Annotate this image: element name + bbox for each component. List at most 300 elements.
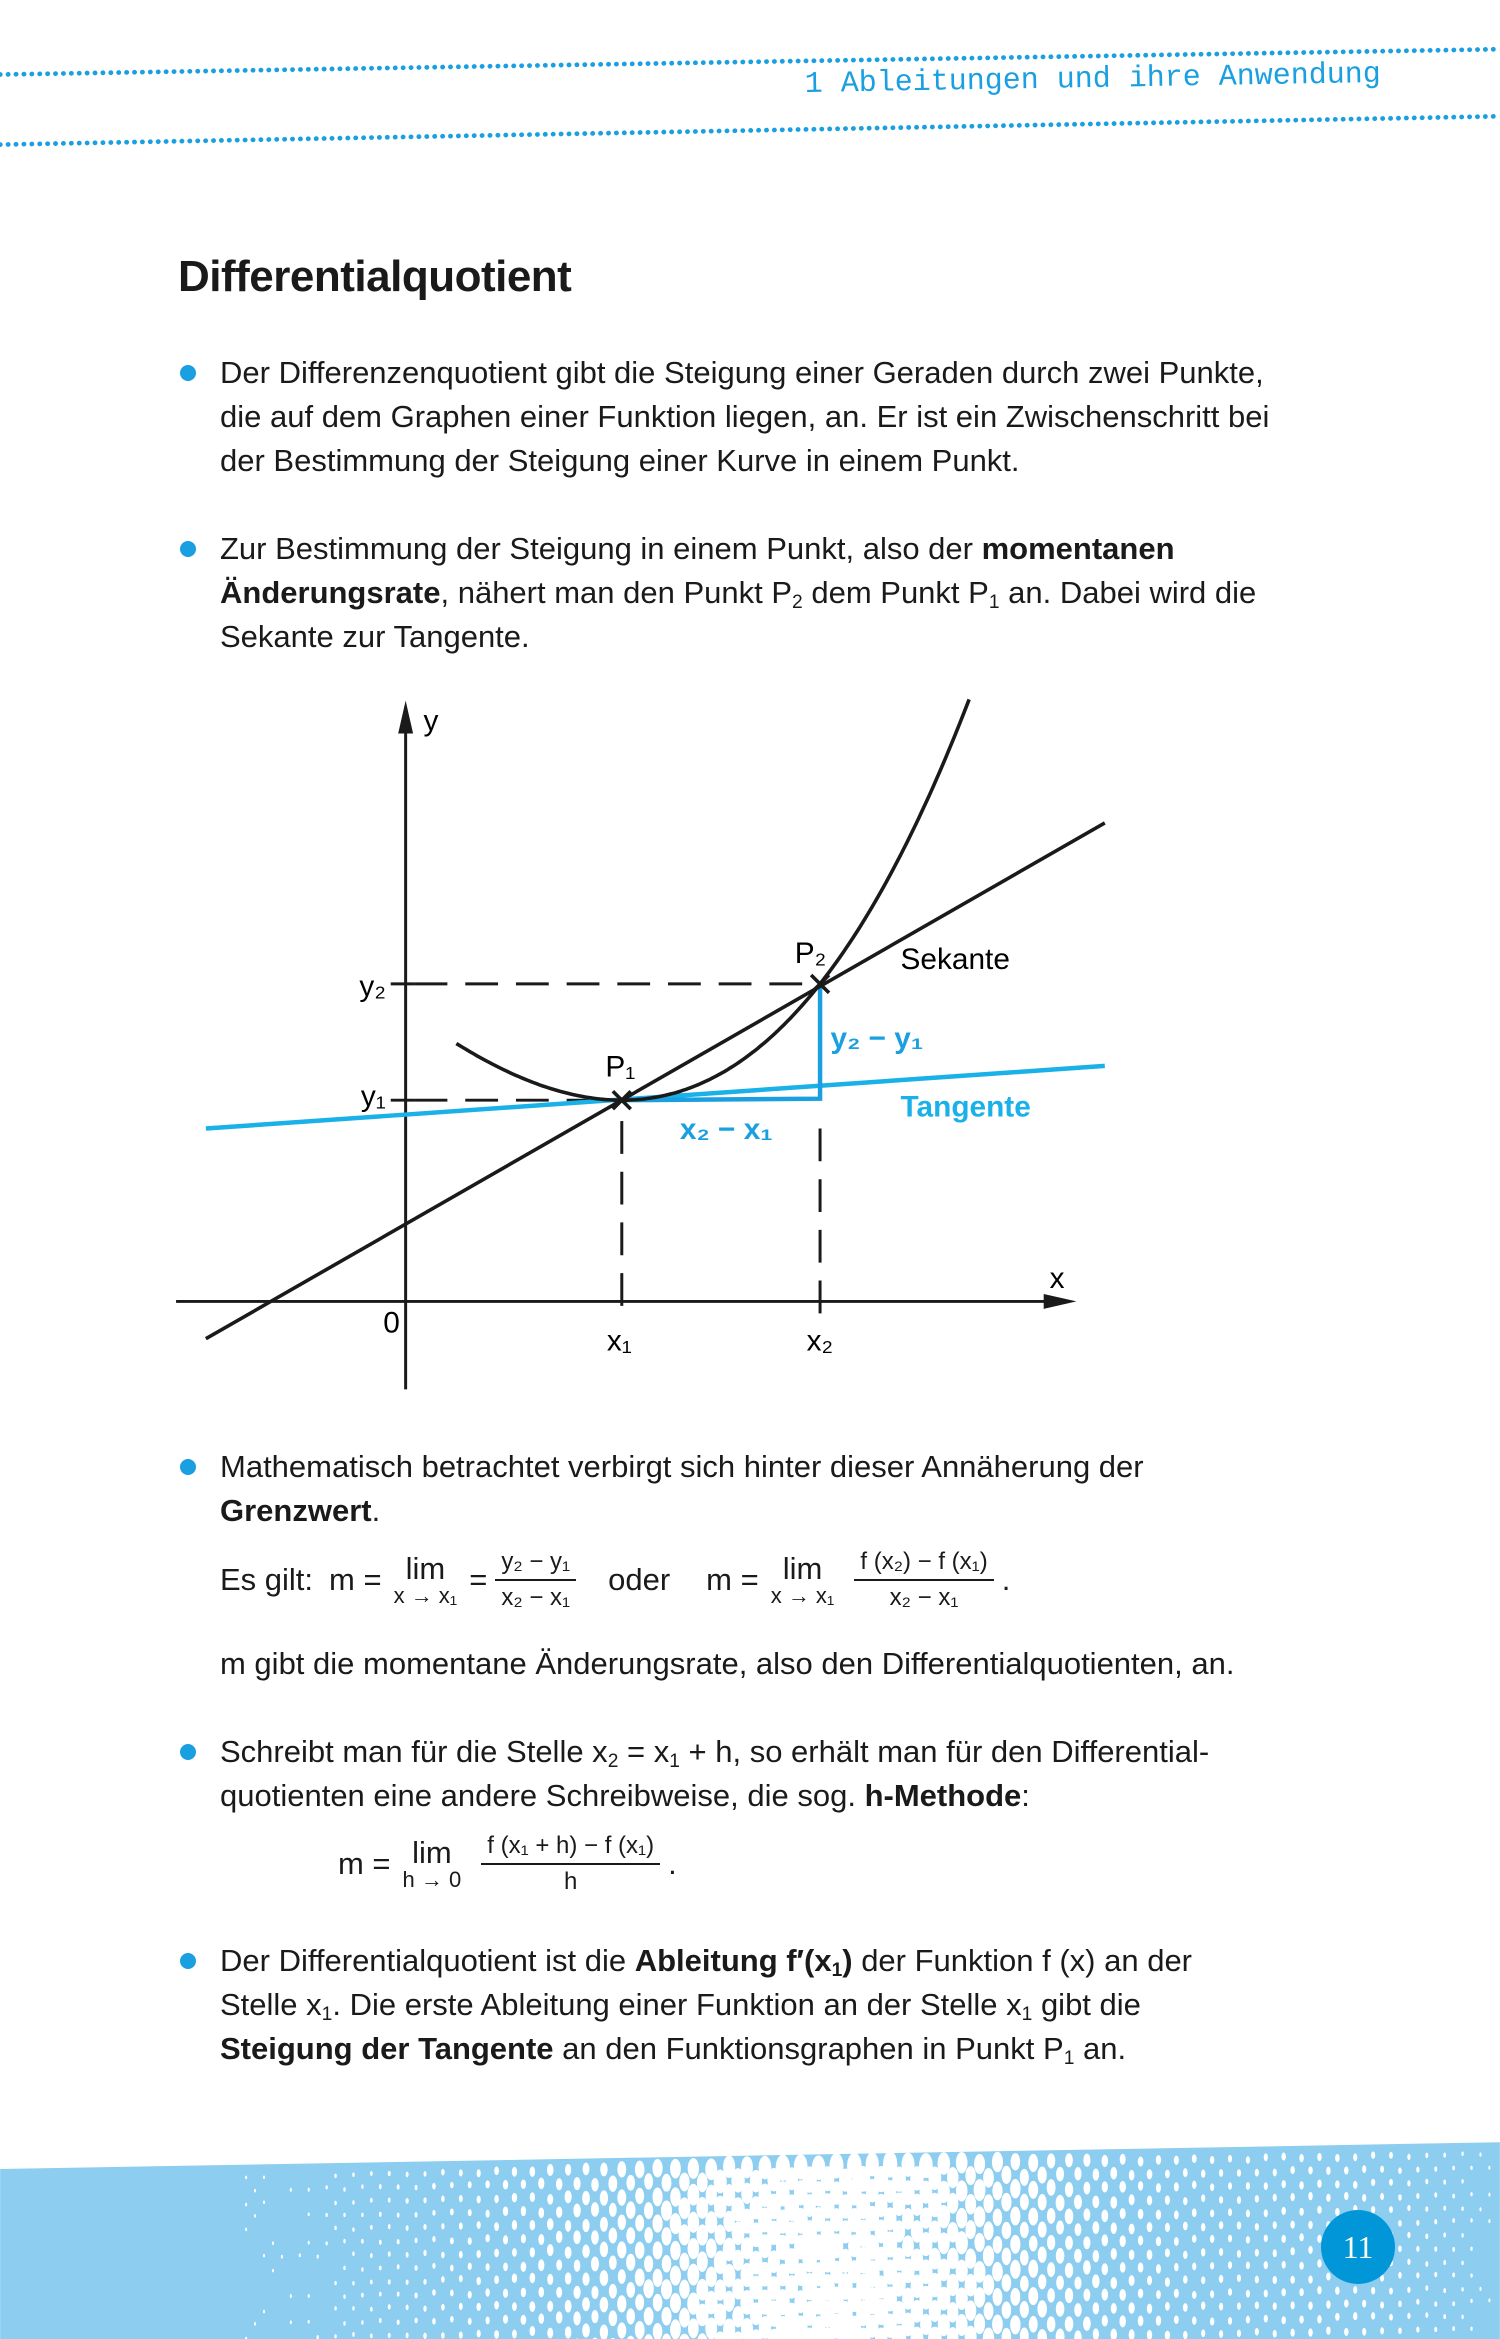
halftone-dot xyxy=(370,2333,373,2338)
halftone-dot xyxy=(379,2318,382,2323)
halftone-dot xyxy=(1308,2328,1312,2336)
halftone-dot xyxy=(343,2239,345,2243)
halftone-dot xyxy=(1407,2232,1410,2238)
halftone-dot xyxy=(679,2173,689,2192)
halftone-dot xyxy=(512,2330,517,2339)
lim-text: lim xyxy=(412,1835,452,1870)
halftone-dot xyxy=(459,2251,463,2258)
halftone-dot xyxy=(591,2286,598,2299)
halftone-dot xyxy=(992,2152,1003,2172)
origin-label: 0 xyxy=(383,1306,400,1340)
halftone-dot xyxy=(1147,2169,1153,2179)
denominator: h xyxy=(564,1868,578,1895)
y1-label: y₁ xyxy=(360,1080,386,1114)
halftone-dot xyxy=(661,2227,671,2245)
halftone-dot xyxy=(1083,2260,1091,2274)
halftone-dot xyxy=(1335,2154,1339,2162)
halftone-dot xyxy=(538,2287,544,2297)
halftone-dot xyxy=(1246,2262,1250,2269)
halftone-dot xyxy=(1461,2287,1463,2291)
halftone-dot xyxy=(1452,2166,1455,2171)
halftone-dot xyxy=(556,2178,563,2190)
halftone-dot xyxy=(1119,2181,1126,2193)
halftone-dot xyxy=(1290,2221,1294,2229)
halftone-dot xyxy=(1156,2264,1161,2274)
halftone-dot xyxy=(538,2234,544,2245)
bold-text: ) xyxy=(842,1943,853,1978)
halftone-dot xyxy=(343,2294,345,2298)
halftone-dot xyxy=(1038,2221,1047,2237)
halftone-dot xyxy=(1201,2223,1205,2231)
bold-text: momentanen xyxy=(981,531,1175,566)
halftone-dot xyxy=(1398,2194,1402,2201)
halftone-dot xyxy=(1156,2237,1161,2247)
halftone-dot xyxy=(1165,2248,1170,2257)
halftone-dot xyxy=(406,2279,409,2284)
halftone-dot xyxy=(512,2167,517,2177)
halftone-dot xyxy=(263,2310,265,2314)
halftone-dot xyxy=(1452,2301,1455,2306)
halftone-dot xyxy=(1398,2272,1402,2279)
halftone-dot xyxy=(1326,2272,1330,2280)
halftone-dot xyxy=(1317,2315,1321,2323)
halftone-dot xyxy=(503,2206,508,2216)
halftone-dot xyxy=(626,2201,636,2219)
halftone-dot xyxy=(512,2220,517,2230)
halftone-dot xyxy=(617,2241,626,2258)
page-title: Differentialquotient xyxy=(178,252,572,301)
halftone-dot xyxy=(468,2181,472,2188)
limit-formula xyxy=(220,1548,1010,1612)
halftone-dot xyxy=(608,2176,617,2192)
halftone-dot xyxy=(334,2174,336,2178)
halftone-dot xyxy=(635,2268,645,2286)
halftone-dot xyxy=(1353,2286,1357,2294)
halftone-dot xyxy=(1028,2154,1038,2172)
halftone-dot xyxy=(1101,2210,1108,2223)
halftone-dot xyxy=(1020,2169,1029,2186)
halftone-dot xyxy=(1308,2246,1312,2254)
bullet-paragraph-2 xyxy=(220,527,1256,659)
halftone-dot xyxy=(334,2201,336,2205)
halftone-dot xyxy=(582,2245,589,2258)
halftone-dot xyxy=(635,2215,644,2232)
halftone-dot xyxy=(1010,2207,1020,2226)
halftone-dot xyxy=(1389,2288,1393,2295)
halftone-dot xyxy=(1065,2316,1074,2332)
halftone-dot xyxy=(512,2193,517,2203)
derivative-diagram xyxy=(176,699,1105,1389)
halftone-dot xyxy=(494,2222,499,2231)
halftone-dot xyxy=(1299,2316,1303,2324)
subscript: 1 xyxy=(1063,2047,1075,2069)
halftone-dot xyxy=(1120,2262,1126,2272)
halftone-dot xyxy=(1416,2272,1419,2278)
halftone-dot xyxy=(1416,2167,1419,2173)
halftone-dot xyxy=(983,2246,994,2267)
halftone-dot xyxy=(1065,2236,1073,2250)
limit xyxy=(771,1551,835,1609)
formula-explanation: m gibt die momentane Änderungsrate, also den Differentialquotienten, an. xyxy=(220,1646,1235,1681)
halftone-dot xyxy=(1038,2194,1047,2210)
halftone-dot xyxy=(1389,2314,1393,2321)
halftone-dot xyxy=(600,2217,608,2232)
halftone-dot xyxy=(1461,2152,1463,2156)
halftone-dot xyxy=(1047,2288,1055,2302)
halftone-dot xyxy=(1425,2206,1428,2212)
halftone-dot xyxy=(423,2279,426,2285)
halftone-dot xyxy=(992,2262,1003,2282)
halftone-dot xyxy=(661,2201,672,2221)
halftone-dot xyxy=(272,2241,274,2245)
halftone-dot xyxy=(521,2234,526,2243)
halftone-dot xyxy=(965,2300,976,2321)
halftone-dot xyxy=(1056,2221,1064,2235)
h-quotient xyxy=(481,1832,660,1896)
halftone-dot xyxy=(1102,2155,1109,2167)
halftone-dot xyxy=(1425,2179,1428,2185)
bullet-icon xyxy=(180,365,196,381)
halftone-dot xyxy=(1020,2276,1029,2292)
halftone-dot xyxy=(617,2295,626,2312)
halftone-dot xyxy=(486,2210,490,2218)
m-equals: m = xyxy=(329,1562,382,1597)
halftone-dot xyxy=(1326,2167,1330,2175)
chapter-header: 1 Ableitungen und ihre Anwendung xyxy=(804,57,1382,102)
halftone-dot xyxy=(983,2194,993,2213)
halftone-dot xyxy=(1083,2154,1090,2167)
halftone-dot xyxy=(1470,2166,1472,2170)
halftone-dot xyxy=(1452,2218,1455,2223)
halftone-dot xyxy=(617,2161,626,2177)
halftone-dot xyxy=(643,2279,653,2298)
y-axis-label: y xyxy=(423,704,439,738)
halftone-dot xyxy=(290,2294,292,2298)
halftone-dot xyxy=(397,2184,400,2189)
text-line xyxy=(220,615,1256,659)
halftone-dot xyxy=(565,2326,572,2338)
halftone-dot xyxy=(361,2239,364,2244)
halftone-dot xyxy=(1201,2329,1205,2337)
text-line xyxy=(220,439,1269,483)
halftone-dot xyxy=(993,2209,1003,2227)
halftone-dot xyxy=(432,2183,436,2190)
halftone-dot xyxy=(290,2188,292,2192)
halftone-dot xyxy=(688,2158,699,2179)
halftone-dot xyxy=(530,2192,535,2202)
halftone-dot xyxy=(1299,2181,1303,2189)
halftone-dot xyxy=(1255,2249,1259,2257)
halftone-dot xyxy=(1488,2193,1490,2197)
halftone-dot xyxy=(1056,2276,1064,2290)
halftone-dot xyxy=(1038,2167,1047,2184)
halftone-dot xyxy=(1264,2261,1268,2269)
halftone-dot xyxy=(1416,2246,1419,2252)
halftone-dot xyxy=(573,2230,580,2244)
denominator: x₂ − x₁ xyxy=(889,1584,959,1611)
halftone-dot xyxy=(547,2218,554,2230)
halftone-dot xyxy=(1255,2169,1259,2177)
halftone-dot xyxy=(406,2172,409,2178)
halftone-dot xyxy=(1192,2154,1197,2163)
halftone-dot xyxy=(1174,2237,1179,2246)
bullet-paragraph-5 xyxy=(220,1939,1192,2071)
halftone-dot xyxy=(406,2252,409,2258)
halftone-dot xyxy=(370,2198,373,2203)
halftone-dot xyxy=(1488,2298,1490,2302)
text: : xyxy=(1021,1778,1030,1813)
halftone-dot xyxy=(565,2164,571,2176)
halftone-dot xyxy=(1174,2263,1178,2271)
halftone-dot xyxy=(1219,2248,1223,2256)
halftone-dot xyxy=(1065,2263,1073,2278)
halftone-dot xyxy=(547,2328,553,2339)
halftone-dot xyxy=(1255,2223,1259,2230)
halftone-dot xyxy=(547,2194,553,2205)
halftone-dot xyxy=(1273,2302,1277,2310)
halftone-dot xyxy=(1083,2182,1090,2195)
halftone-dot xyxy=(1047,2316,1056,2332)
halftone-dot xyxy=(1065,2208,1074,2224)
halftone-dot xyxy=(1237,2330,1241,2337)
halftone-dot xyxy=(618,2214,626,2230)
halftone-dot xyxy=(993,2236,1003,2254)
text-line xyxy=(220,527,1256,571)
halftone-dot xyxy=(1291,2301,1295,2309)
halftone-dot xyxy=(299,2253,301,2257)
text: Stelle x xyxy=(220,1987,322,2022)
halftone-dot xyxy=(308,2294,310,2298)
halftone-dot xyxy=(974,2206,986,2227)
halftone-dot xyxy=(687,2264,699,2286)
halftone-dot xyxy=(1425,2261,1428,2267)
halftone-dot xyxy=(644,2173,653,2189)
halftone-dot xyxy=(573,2311,580,2325)
halftone-dot xyxy=(582,2219,589,2232)
halftone-dot xyxy=(1056,2301,1065,2317)
halftone-dot xyxy=(388,2224,391,2229)
halftone-dot xyxy=(263,2254,265,2258)
halftone-dot xyxy=(565,2300,572,2313)
halftone-dot xyxy=(1210,2317,1214,2325)
halftone-dot xyxy=(1461,2315,1463,2319)
halftone-dot xyxy=(245,2203,247,2207)
halftone-dot xyxy=(459,2331,463,2338)
halftone-dot xyxy=(556,2311,563,2323)
halftone-dot xyxy=(609,2310,618,2326)
halftone-dot xyxy=(1228,2261,1232,2269)
halftone-dot xyxy=(992,2315,1003,2335)
halftone-dot xyxy=(263,2200,265,2204)
halftone-dot xyxy=(938,2232,950,2254)
halftone-dot xyxy=(1111,2222,1117,2234)
halftone-dot xyxy=(397,2292,400,2297)
halftone-dot xyxy=(1299,2233,1303,2241)
halftone-dot xyxy=(1371,2312,1375,2319)
halftone-dot xyxy=(1264,2182,1268,2190)
halftone-dot xyxy=(1461,2179,1463,2183)
halftone-dot xyxy=(441,2304,445,2311)
halftone-dot xyxy=(388,2304,391,2309)
halftone-dot xyxy=(1020,2250,1029,2266)
halftone-dot xyxy=(1074,2249,1082,2263)
halftone-dot xyxy=(423,2306,426,2312)
text-line xyxy=(220,571,1256,615)
halftone-dot xyxy=(1029,2236,1038,2252)
halftone-dot xyxy=(1056,2248,1065,2264)
halftone-dot xyxy=(679,2308,690,2328)
halftone-dot xyxy=(1237,2169,1241,2176)
text: der Funktion f (x) an der xyxy=(852,1943,1193,1978)
halftone-dot xyxy=(974,2287,985,2308)
halftone-dot xyxy=(1102,2181,1108,2192)
halftone-dot xyxy=(983,2221,993,2240)
halftone-dot xyxy=(485,2234,489,2242)
halftone-dot xyxy=(370,2225,373,2230)
halftone-dot xyxy=(1219,2221,1223,2229)
halftone-dot xyxy=(662,2174,672,2192)
bullet-paragraph-1 xyxy=(220,351,1269,483)
halftone-dot xyxy=(485,2180,489,2188)
text: quotienten eine andere Schreibweise, die sog. xyxy=(220,1778,865,1813)
halftone-dot xyxy=(1290,2276,1294,2284)
halftone-dot xyxy=(450,2265,454,2272)
halftone-dot xyxy=(662,2255,672,2273)
halftone-dot xyxy=(1183,2222,1188,2231)
halftone-dot xyxy=(1201,2194,1205,2202)
halftone-dot xyxy=(1047,2262,1055,2277)
bullet-paragraph-3 xyxy=(220,1445,1144,1533)
halftone-dot xyxy=(1416,2220,1419,2226)
halftone-dot xyxy=(617,2322,626,2338)
halftone-dot xyxy=(1138,2315,1144,2326)
halftone-dot xyxy=(626,2308,635,2324)
halftone-dot xyxy=(432,2263,435,2269)
halftone-dot xyxy=(494,2301,499,2310)
halftone-dot xyxy=(1299,2288,1303,2296)
halftone-dot xyxy=(609,2228,618,2244)
halftone-dot xyxy=(1138,2263,1144,2273)
halftone-dot xyxy=(1335,2180,1339,2188)
halftone-dot xyxy=(1010,2288,1020,2306)
text: . xyxy=(371,1493,381,1528)
halftone-dot xyxy=(1093,2168,1100,2180)
halftone-dot xyxy=(317,2254,319,2258)
halftone-dot xyxy=(352,2200,354,2204)
halftone-dot xyxy=(1228,2182,1232,2189)
halftone-dot xyxy=(1110,2196,1117,2208)
text: an den Funktionsgraphen in Punkt P xyxy=(553,2031,1064,2066)
halftone-dot xyxy=(1038,2247,1047,2263)
halftone-dot xyxy=(1074,2303,1081,2317)
halftone-dot xyxy=(1308,2166,1312,2174)
halftone-dot xyxy=(1479,2287,1481,2291)
halftone-dot xyxy=(1488,2219,1490,2223)
function-difference-quotient xyxy=(854,1548,993,1612)
halftone-dot xyxy=(653,2187,663,2206)
halftone-dot xyxy=(1228,2317,1232,2325)
halftone-dot xyxy=(1065,2153,1073,2167)
halftone-dot xyxy=(1470,2299,1472,2303)
halftone-dot xyxy=(370,2280,373,2285)
halftone-dot xyxy=(1037,2300,1047,2317)
halftone-dot xyxy=(670,2293,681,2313)
halftone-dot xyxy=(1056,2167,1064,2182)
halftone-dot xyxy=(1010,2260,1020,2279)
halftone-dot xyxy=(1308,2192,1312,2200)
halftone-dot xyxy=(1110,2277,1117,2289)
halftone-dot xyxy=(415,2185,418,2191)
halftone-dot xyxy=(1434,2301,1437,2306)
halftone-dot xyxy=(1010,2179,1020,2198)
halftone-dot xyxy=(1443,2288,1446,2293)
halftone-dot xyxy=(1102,2289,1109,2301)
halftone-dot xyxy=(459,2303,463,2310)
halftone-dot xyxy=(1074,2167,1081,2180)
halftone-dot xyxy=(1110,2167,1117,2180)
halftone-dot xyxy=(486,2316,490,2324)
halftone-dot xyxy=(1407,2259,1410,2265)
halftone-dot xyxy=(1281,2153,1285,2161)
text: Schreibt man für die Stelle x xyxy=(220,1734,608,1769)
halftone-dot xyxy=(1028,2208,1038,2226)
halftone-dot xyxy=(1255,2276,1259,2284)
halftone-dot xyxy=(1111,2303,1117,2314)
subscript: 2 xyxy=(792,591,803,613)
halftone-dot xyxy=(1120,2208,1126,2219)
halftone-dot xyxy=(325,2185,327,2189)
halftone-dot xyxy=(1443,2153,1446,2158)
halftone-dot xyxy=(388,2251,391,2256)
halftone-dot xyxy=(965,2194,976,2215)
denominator: x₂ − x₁ xyxy=(501,1584,571,1611)
halftone-dot xyxy=(432,2210,435,2216)
halftone-dot xyxy=(1147,2304,1152,2314)
halftone-dot xyxy=(379,2212,382,2217)
halftone-dot xyxy=(397,2264,400,2269)
halftone-dot xyxy=(459,2169,463,2176)
halftone-dot xyxy=(1138,2156,1144,2166)
halftone-dot xyxy=(512,2302,517,2311)
text: dem Punkt P xyxy=(802,575,989,610)
halftone-dot xyxy=(1308,2221,1312,2229)
halftone-dot xyxy=(1407,2287,1410,2293)
halftone-dot xyxy=(1092,2221,1099,2234)
m-equals: m = xyxy=(338,1846,391,1881)
halftone-dot xyxy=(423,2197,426,2203)
halftone-dot xyxy=(441,2223,444,2229)
halftone-dot xyxy=(432,2318,436,2325)
halftone-dot xyxy=(415,2212,418,2218)
halftone-dot xyxy=(1183,2168,1188,2177)
text: = x xyxy=(618,1734,670,1769)
halftone-dot xyxy=(644,2255,653,2272)
halftone-dot xyxy=(1434,2219,1437,2224)
period: . xyxy=(1001,1562,1011,1597)
halftone-dot xyxy=(1165,2302,1170,2311)
halftone-dot xyxy=(415,2238,418,2244)
text-line xyxy=(220,1445,1144,1489)
halftone-dot xyxy=(1174,2315,1179,2324)
halftone-dot xyxy=(1129,2170,1135,2181)
m-equals: m = xyxy=(706,1562,759,1597)
halftone-dot xyxy=(1461,2261,1463,2265)
halftone-dot xyxy=(1065,2288,1073,2304)
halftone-dot xyxy=(1452,2273,1455,2278)
dx-label: x₂ − x₁ xyxy=(679,1112,773,1146)
halftone-dot xyxy=(556,2231,563,2243)
halftone-dot xyxy=(1228,2155,1232,2162)
